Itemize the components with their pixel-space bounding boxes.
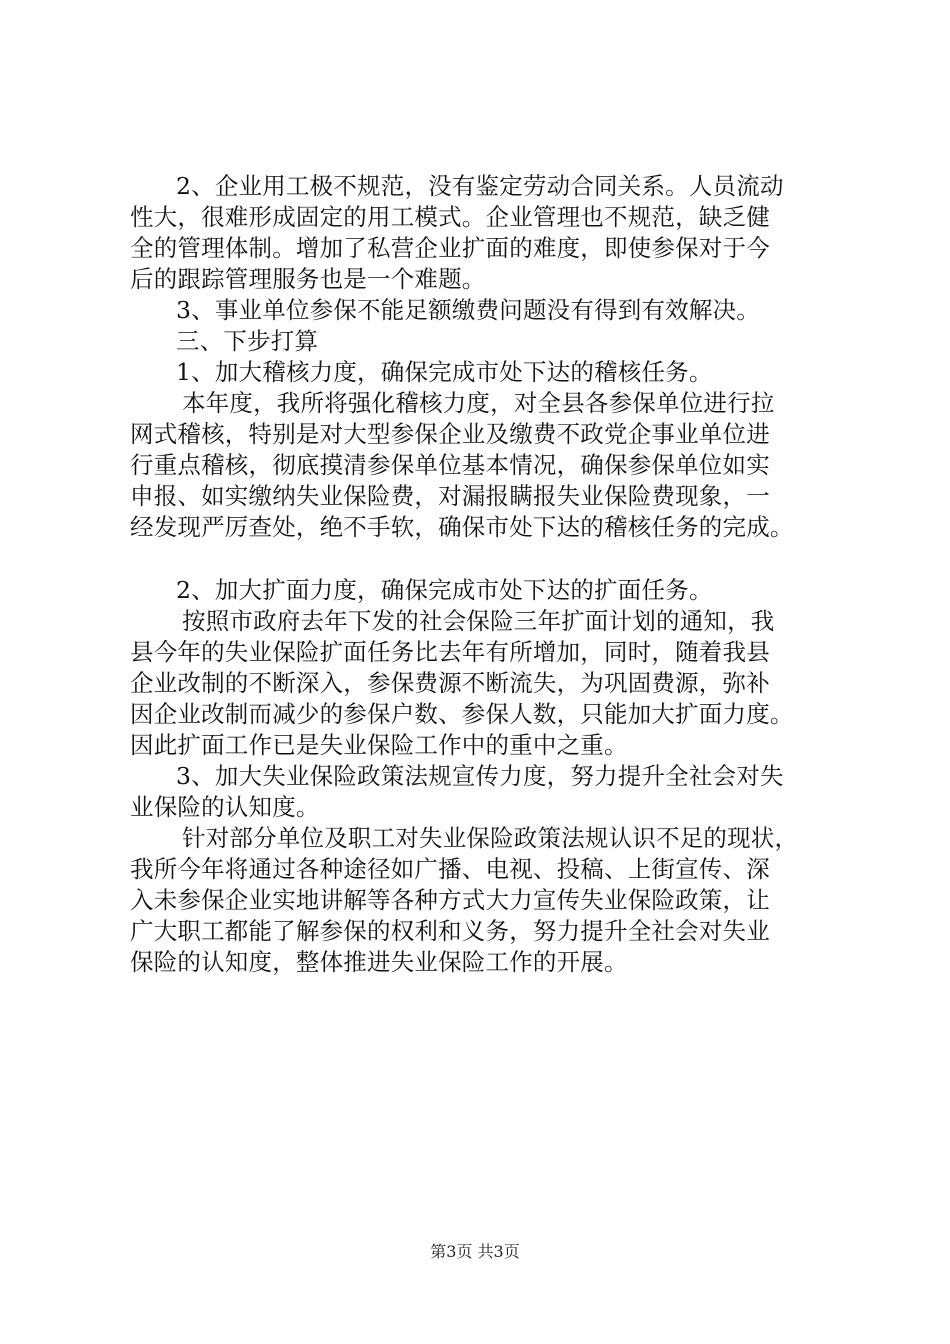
paragraph-line: 针对部分单位及职工对失业保险政策法规认识不足的现状， <box>182 824 799 852</box>
paragraph-line: 企业改制的不断深入，参保费源不断流失，为巩固费源，弥补 <box>130 669 770 697</box>
paragraph-line: 性大，很难形成固定的用工模式。企业管理也不规范，缺乏健 <box>130 203 770 231</box>
paragraph-line: 行重点稽核，彻底摸清参保单位基本情况，确保参保单位如实 <box>130 451 770 479</box>
section-heading: 三、下步打算 <box>176 327 319 355</box>
paragraph-line: 入未参保企业实地讲解等各种方式大力宣传失业保险政策，让 <box>130 886 770 914</box>
paragraph-line: 因此扩面工作已是失业保险工作中的重中之重。 <box>130 731 628 759</box>
document-body <box>130 171 830 978</box>
paragraph-line: 经发现严厉查处，绝不手软，确保市处下达的稽核任务的完成。 <box>130 513 794 541</box>
paragraph-line: 县今年的失业保险扩面任务比去年有所增加，同时，随着我县 <box>130 638 770 666</box>
subheading: 3、加大失业保险政策法规宣传力度，努力提升全社会对失 <box>176 762 784 790</box>
paragraph-line: 申报、如实缴纳失业保险费，对漏报瞒报失业保险费现象，一 <box>130 482 770 510</box>
subheading: 2、加大扩面力度，确保完成市处下达的扩面任务。 <box>176 576 713 604</box>
paragraph-line: 3、事业单位参保不能足额缴费问题没有得到有效解决。 <box>176 296 760 324</box>
paragraph-line: 我所今年将通过各种途径如广播、电视、投稿、上街宣传、深 <box>130 855 770 883</box>
paragraph-gap <box>130 543 830 575</box>
paragraph-line: 2、企业用工极不规范，没有鉴定劳动合同关系。人员流动 <box>176 172 784 200</box>
paragraph-line: 广大职工都能了解参保的权利和义务，努力提升全社会对失业 <box>130 917 770 945</box>
paragraph-line: 网式稽核，特别是对大型参保企业及缴费不政党企事业单位进 <box>130 420 770 448</box>
paragraph-line: 本年度，我所将强化稽核力度，对全县各参保单位进行拉 <box>182 389 775 417</box>
paragraph-line: 因企业改制而减少的参保户数、参保人数，只能加大扩面力度。 <box>130 700 794 728</box>
paragraph-line: 按照市政府去年下发的社会保险三年扩面计划的通知，我 <box>182 607 775 635</box>
paragraph-line: 全的管理体制。增加了私营企业扩面的难度，即使参保对于今 <box>130 234 770 262</box>
subheading: 1、加大稽核力度，确保完成市处下达的稽核任务。 <box>176 358 713 386</box>
paragraph-line: 业保险的认知度。 <box>130 793 320 821</box>
paragraph-line: 后的跟踪管理服务也是一个难题。 <box>130 265 486 293</box>
page-footer: 第3页 共3页 <box>430 1242 520 1261</box>
paragraph-line: 保险的认知度，整体推进失业保险工作的开展。 <box>130 948 628 976</box>
